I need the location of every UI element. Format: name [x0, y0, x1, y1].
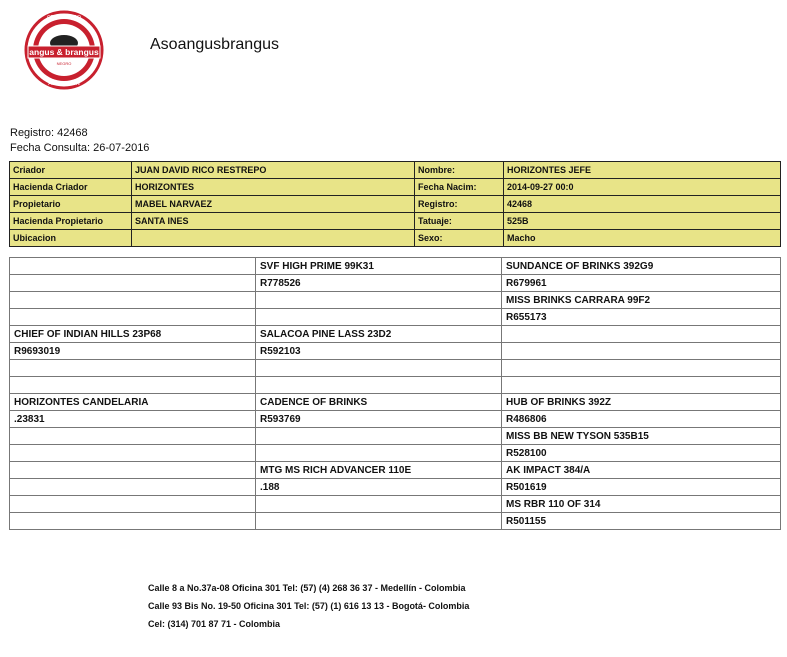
pedigree-cell: [10, 360, 256, 377]
pedigree-cell: [502, 360, 781, 377]
pedigree-cell: [10, 513, 256, 530]
pedigree-cell: [502, 326, 781, 343]
logo-bottom-text: ASOCIACION: [48, 81, 80, 87]
info-cell-l2: Nombre:: [415, 162, 504, 179]
info-cell-l1: Propietario: [10, 196, 132, 213]
pedigree-cell: SALACOA PINE LASS 23D2: [256, 326, 502, 343]
pedigree-cell: R501619: [502, 479, 781, 496]
pedigree-row: [10, 462, 781, 479]
info-cell-l1: Hacienda Criador: [10, 179, 132, 196]
pedigree-cell: [256, 428, 502, 445]
footer-medellin: Calle 8 a No.37a-08 Oficina 301 Tel: (57) (4) 268 36 37 - Medellín - Colombia: [148, 583, 466, 593]
pedigree-cell: [10, 496, 256, 513]
pedigree-table: [9, 257, 781, 530]
association-logo: [24, 10, 104, 90]
pedigree-cell: .23831: [10, 411, 256, 428]
pedigree-row: [10, 428, 781, 445]
pedigree-row: [10, 394, 781, 411]
pedigree-cell: [502, 377, 781, 394]
pedigree-cell: [10, 258, 256, 275]
pedigree-cell: [10, 445, 256, 462]
pedigree-cell: [10, 292, 256, 309]
pedigree-row: [10, 343, 781, 360]
pedigree-cell: [10, 479, 256, 496]
info-cell-l2: Registro:: [415, 196, 504, 213]
info-cell-l1: Hacienda Propietario: [10, 213, 132, 230]
pedigree-cell: [256, 377, 502, 394]
pedigree-cell: MISS BRINKS CARRARA 99F2: [502, 292, 781, 309]
logo-small-text: NEGRO: [56, 61, 72, 66]
pedigree-cell: CHIEF OF INDIAN HILLS 23P68: [10, 326, 256, 343]
footer-cel: Cel: (314) 701 87 71 - Colombia: [148, 619, 281, 629]
pedigree-row: [10, 360, 781, 377]
pedigree-cell: HUB OF BRINKS 392Z: [502, 394, 781, 411]
pedigree-cell: [256, 445, 502, 462]
pedigree-cell: AK IMPACT 384/A: [502, 462, 781, 479]
pedigree-cell: R655173: [502, 309, 781, 326]
pedigree-cell: MS RBR 110 OF 314: [502, 496, 781, 513]
pedigree-cell: SVF HIGH PRIME 99K31: [256, 258, 502, 275]
pedigree-row: [10, 513, 781, 530]
info-cell-v2: 42468: [504, 196, 781, 213]
info-cell-v2: Macho: [504, 230, 781, 247]
pedigree-cell: [502, 343, 781, 360]
pedigree-cell: R501155: [502, 513, 781, 530]
info-row: [10, 196, 781, 213]
pedigree-row: [10, 258, 781, 275]
info-row: [10, 162, 781, 179]
pedigree-cell: .188: [256, 479, 502, 496]
pedigree-cell: [10, 428, 256, 445]
pedigree-cell: MTG MS RICH ADVANCER 110E: [256, 462, 502, 479]
pedigree-row: [10, 496, 781, 513]
pedigree-cell: MISS BB NEW TYSON 535B15: [502, 428, 781, 445]
pedigree-row: [10, 292, 781, 309]
pedigree-cell: R679961: [502, 275, 781, 292]
pedigree-cell: [10, 462, 256, 479]
info-row: [10, 230, 781, 247]
pedigree-cell: [256, 496, 502, 513]
pedigree-cell: [256, 309, 502, 326]
pedigree-row: [10, 445, 781, 462]
info-cell-v2: 525B: [504, 213, 781, 230]
registro-line: Registro: 42468: [10, 127, 88, 139]
info-row: [10, 179, 781, 196]
pedigree-row: [10, 411, 781, 428]
info-cell-l1: Ubicacion: [10, 230, 132, 247]
pedigree-cell: R528100: [502, 445, 781, 462]
pedigree-cell: SUNDANCE OF BRINKS 392G9: [502, 258, 781, 275]
info-cell-v1: MABEL NARVAEZ: [132, 196, 415, 213]
info-cell-v2: 2014-09-27 00:0: [504, 179, 781, 196]
logo-top-text: CERTIFICADO: [47, 15, 81, 21]
info-row: [10, 213, 781, 230]
footer-bogota: Calle 93 Bis No. 19-50 Oficina 301 Tel: (57) (1) 616 13 13 - Bogotá- Colombia: [148, 601, 470, 611]
logo-band-text: angus & brangus: [29, 47, 99, 57]
info-cell-v1: [132, 230, 415, 247]
pedigree-row: [10, 275, 781, 292]
pedigree-cell: [256, 360, 502, 377]
pedigree-row: [10, 479, 781, 496]
pedigree-cell: HORIZONTES CANDELARIA: [10, 394, 256, 411]
info-cell-v1: SANTA INES: [132, 213, 415, 230]
info-cell-l2: Tatuaje:: [415, 213, 504, 230]
fecha-consulta-line: Fecha Consulta: 26-07-2016: [10, 142, 150, 154]
pedigree-cell: [256, 292, 502, 309]
pedigree-row: [10, 309, 781, 326]
pedigree-cell: R778526: [256, 275, 502, 292]
pedigree-cell: [10, 377, 256, 394]
pedigree-cell: [256, 513, 502, 530]
pedigree-row: [10, 326, 781, 343]
pedigree-cell: R9693019: [10, 343, 256, 360]
info-cell-v2: HORIZONTES JEFE: [504, 162, 781, 179]
pedigree-cell: R486806: [502, 411, 781, 428]
info-cell-l1: Criador: [10, 162, 132, 179]
info-cell-v1: HORIZONTES: [132, 179, 415, 196]
pedigree-cell: [10, 309, 256, 326]
pedigree-cell: R592103: [256, 343, 502, 360]
info-cell-l2: Fecha Nacim:: [415, 179, 504, 196]
info-cell-v1: JUAN DAVID RICO RESTREPO: [132, 162, 415, 179]
footer-addresses: [148, 579, 469, 633]
info-cell-l2: Sexo:: [415, 230, 504, 247]
animal-info-table: [9, 161, 781, 247]
pedigree-cell: [10, 275, 256, 292]
pedigree-cell: CADENCE OF BRINKS: [256, 394, 502, 411]
organization-name: Asoangusbrangus: [150, 36, 279, 53]
pedigree-cell: R593769: [256, 411, 502, 428]
record-meta: [10, 126, 149, 156]
pedigree-row: [10, 377, 781, 394]
